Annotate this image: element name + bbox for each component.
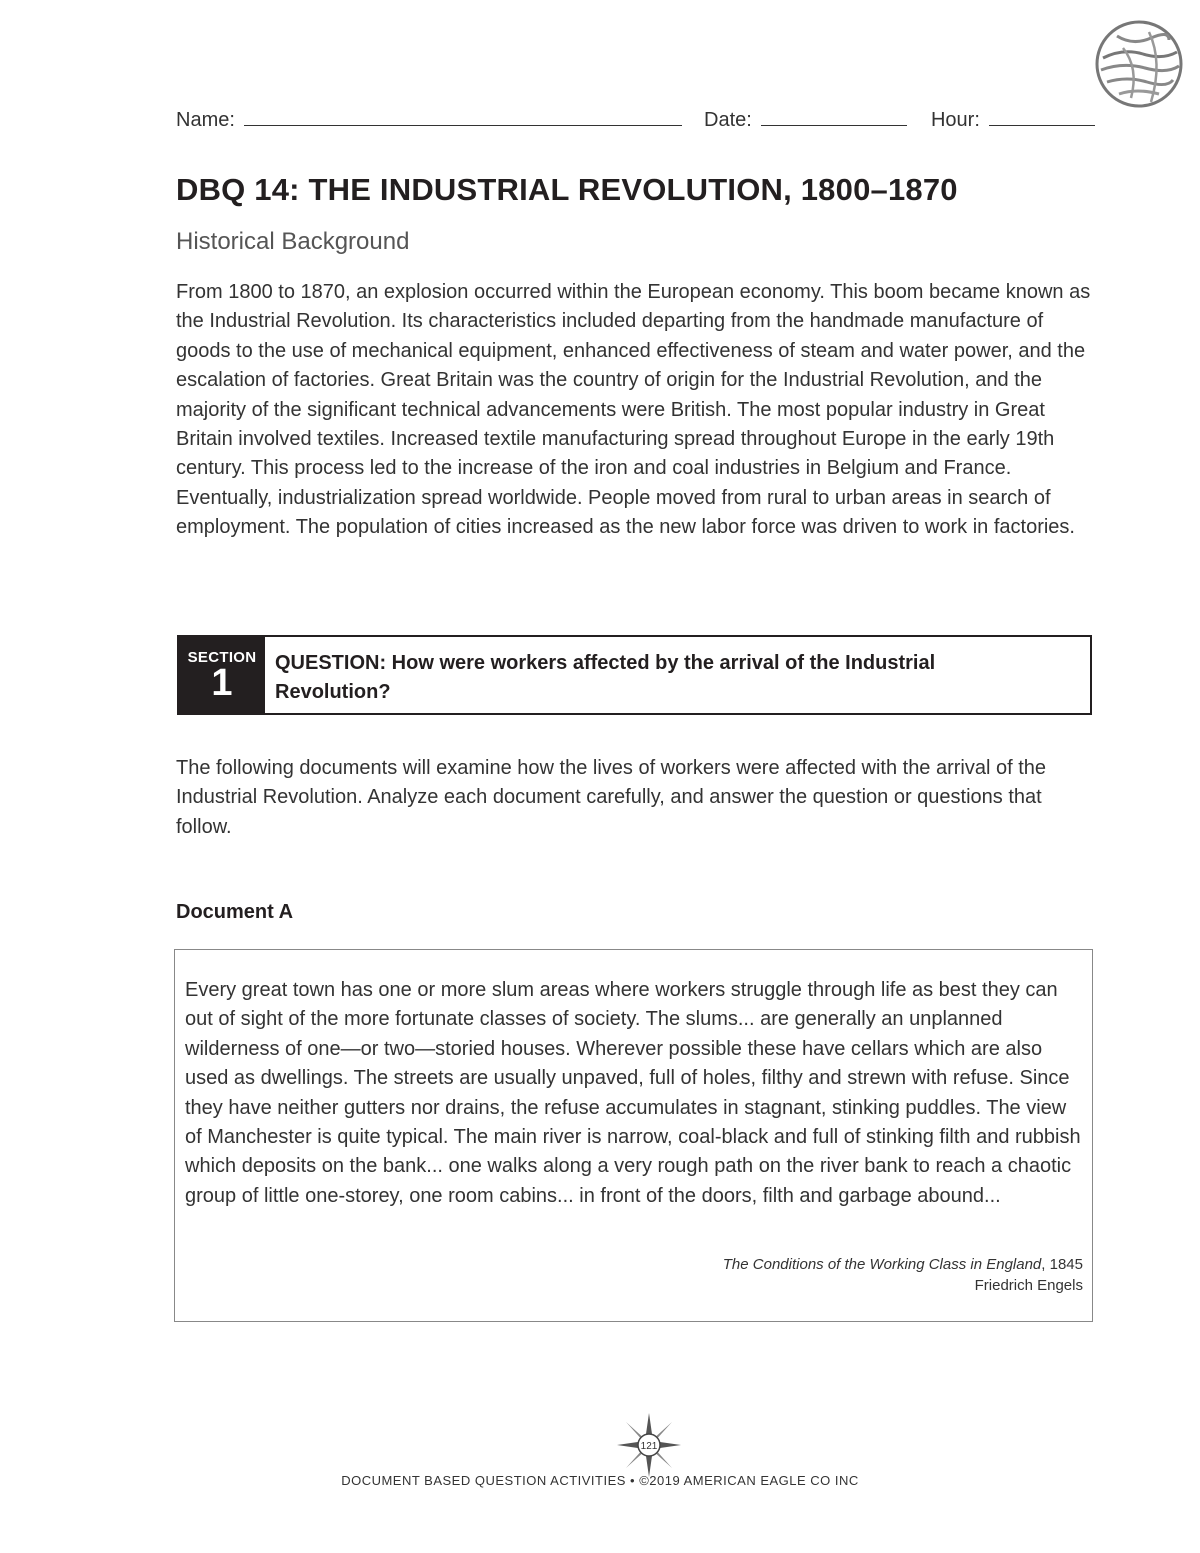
page-title: DBQ 14: THE INDUSTRIAL REVOLUTION, 1800–1870 xyxy=(176,172,958,207)
globe-logo-icon xyxy=(1093,18,1185,110)
document-a-box xyxy=(174,949,1093,1322)
name-label: Name: xyxy=(176,109,235,131)
section-label: SECTION xyxy=(187,649,257,666)
section-subtitle: Historical Background xyxy=(176,228,410,255)
section-badge xyxy=(179,637,265,713)
section-question: QUESTION: How were workers affected by the arrival of the Industrial Revolution? xyxy=(275,652,936,703)
citation-work: The Conditions of the Working Class in England xyxy=(722,1256,1042,1273)
document-a-citation xyxy=(723,1254,1083,1296)
section-question-box xyxy=(177,635,1092,715)
student-info-line xyxy=(176,108,1088,134)
hour-field[interactable] xyxy=(989,108,1095,126)
date-field[interactable] xyxy=(761,108,907,126)
section-number: 1 xyxy=(211,662,233,704)
document-a-heading: Document A xyxy=(176,901,294,923)
hour-label: Hour: xyxy=(930,109,980,131)
background-paragraph: From 1800 to 1870, an explosion occurred within the European economy. This boom became known as the Industrial Revolution. Its characteristics included departing from the handmade manufacture of goods to the use of mechanical equipment, enhanced effectiveness of steam and water power, and the escalation of factories. Great Britain was the country of origin for the Industrial Revolution, and the majority of the significant technical advancements were British. The most popular industry in Great Britain involved textiles. Increased textile manufacturing spread throughout Europe in the early 19th century. This process led to the increase of the iron and coal industries in Belgium and France. Eventually, industrialization spread worldwide. People moved from rural to urban areas in search of employment. The population of cities increased as the new labor force was driven to work in factories. xyxy=(176,281,1091,539)
compass-rose-icon xyxy=(615,1411,683,1479)
document-a-text: Every great town has one or more slum areas where workers struggle through life as best they can out of sight of the more fortunate classes of society. The slums... are generally an unplanned wilderness of one—or two—storied houses. Wherever possible these have cellars which are also used as dwellings. The streets are usually unpaved, full of holes, filthy and strewn with refuse. Since they have neither gutters nor drains, the refuse accumulates in stagnant, stinking puddles. The view of Manchester is quite typical. The main river is narrow, coal-black and full of stinking filth and rubbish which deposits on the bank... one walks along a very rough path on the river bank to reach a chaotic group of little one-storey, one room cabins... in front of the doors, filth and garbage abound... xyxy=(185,979,1081,1207)
page-footer: DOCUMENT BASED QUESTION ACTIVITIES • ©2019 AMERICAN EAGLE CO INC xyxy=(341,1473,859,1488)
citation-author: Friedrich Engels xyxy=(974,1277,1083,1294)
citation-year: , 1845 xyxy=(1041,1256,1083,1273)
page-number: 121 xyxy=(640,1441,658,1452)
name-field[interactable] xyxy=(244,108,682,126)
intro-paragraph: The following documents will examine how the lives of workers were affected with the arrival of the Industrial Revolution. Analyze each document carefully, and answer the question or questions that follow. xyxy=(176,757,1047,838)
date-label: Date: xyxy=(704,109,752,131)
